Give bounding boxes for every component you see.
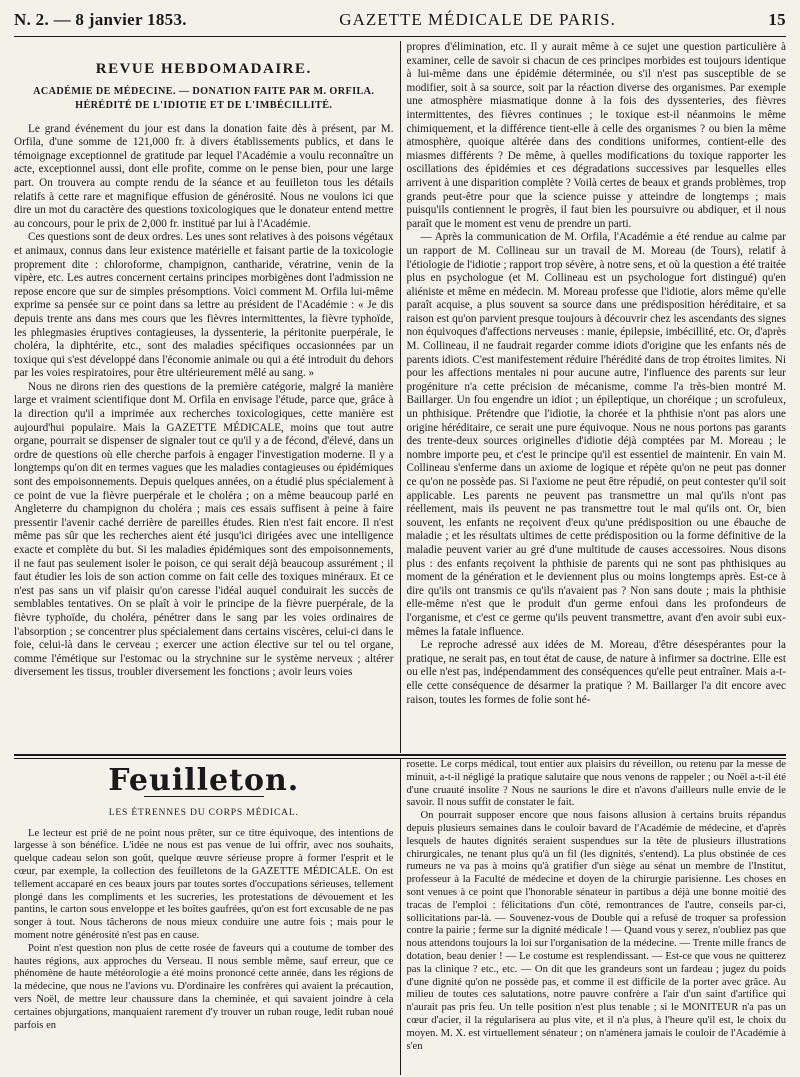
feuilleton-section	[14, 759, 786, 1075]
newspaper-page	[14, 10, 786, 1070]
feuilleton-paragraph: Le lecteur est prié de ne point nous prêter, sur ce titre équivoque, des intentions de largesse à son bénéfice. L'idée ne nous est pas venue de lui offrir, avec nos souhaits, quelque cadeau selon son goût, quelque œuvre sérieuse propre à former l'esprit et le cœur, par exemple, la collection des feuilletons de la GAZETTE MÉDICALE. On est tellement accaparé en ces beaux jours par toutes sortes d'occupations sérieuses, tellement plongé dans les compliments et les sucreries, les protestations de dévouement et les pantins, le carton sous enveloppe et les boîtes gaufrées, qu'on est fort excusable de ne pas songer à tout. Nous tâcherons de nous mieux conduire une autre fois ; mais pour le moment notre générosité n'est pas en cause.	[14, 827, 394, 941]
revue-paragraph: propres d'élimination, etc. Il y aurait même à ce sujet une question particulière à examiner, celle de savoir si chacun de ces principes morbides est toujours identique à lui-même dans une épidémie déterminée, ou s'il n'est pas susceptible de se modifier, soit à sa source, soit par la réaction diverse des organismes. Par exemple une atmosphère miasmatique donne à la fois des dyssenteries, des fièvres intermittentes, des fièvres continues ; le toxique est-il néanmoins le même chimiquement, et la différence tient-elle à celle des organismes ? ou bien la même atmosphère, quoique altérée dans des conditions uniformes, contient-elle des miasmes différents ? De même, à quelles modifications du toxique rapporter les oscillations des épidémies et ces dégradations successives par lesquelles elles arrivent à une disparition complète ? Voilà certes de beaux et grands problèmes, trop grands peut-être pour que la science puisse y atteindre de longtemps ; mais puisqu'ils contiennent le progrès, il faut bien les poursuivre ou abdiquer, et il nous paraît que le moment est venu de prendre un parti.	[406, 41, 786, 230]
revue-paragraph: Nous ne dirons rien des questions de la première catégorie, malgré la manière large et vraiment scientifique dont M. Orfila en envisage l'étude, parce que, grâce à la direction qu'il a imprimée aux recherches toxicologiques, cette manière est aujourd'hui populaire. Mais la GAZETTE MÉDICALE, moins que tout autre organe, pourrait se dispenser de signaler tout ce qu'il y a de fécond, d'élevé, dans un ordre de questions où elle cherche parfois à engager l'investigation moderne. Il y a longtemps qu'on dit en termes vagues que les maladies contagieuses ou épidémiques sont des empoisonnements. Depuis quelques années, on a étudié plus spécialement à ce point de vue la fièvre puerpérale et le choléra ; on a même beaucoup parlé en Angleterre du champignon du choléra ; mais ces essais suffisent à peine à faire pressentir l'avenir caché derrière de pareilles études. Rien n'est fait encore. Il n'est même pas sûr que les recherches aient été jusqu'ici dirigées avec une intelligence exacte et complète du but. Si les maladies épidémiques sont des empoisonnements, il ne faut pas seulement isoler le poison, ce qui serait déjà beaucoup assurément ; il faut étudier les lois de son action comme on fait celle des toxiques minéraux. Et ce n'est pas sans un vif plaisir qu'on caresse l'idéal auquel conduirait les succès de semblables tentatives. On se plaît à voir le principe de la fièvre puerpérale, de la fièvre typhoïde, du choléra, pénétrer dans le sang par les voies ordinaires de l'absorption ; se concentrer plus spécialement dans certains viscères, celui-ci dans le foie, celui-là dans le cerveau ; exercer une action élective sur tel ou tel organe, comme l'émétique sur l'estomac ou la strychnine sur le système nerveux ; altérer diversement les tissus, troubler diversement les fonctions ; avoir leurs voies	[14, 380, 394, 679]
revue-heading: REVUE HEBDOMADAIRE.	[95, 61, 312, 77]
feuilleton-subheading: LES ÉTRENNES DU CORPS MÉDICAL.	[108, 806, 299, 818]
feuilleton-paragraph: On pourrait supposer encore que nous faisons allusion à certains bruits répandus depuis plusieurs semaines dans le couloir bavard de l'Académie de médecine, et d'après lesquels de hautes dignités seraient suspendues sur la tête de plusieurs illustrations chirurgicales, ne tenant plus qu'à un fil (les dignités, s'entend). La plus obstinée de ces rumeurs ne va pas à moins qu'à gratifier d'un siège au sénat un membre de l'Institut, professeur à la Faculté de médecine et doyen de la chirurgie parisienne. Les choses en sont venues à ce point que l'honorable sénateur in partibus a déjà une bonne moitié des tracas de l'emploi : félicitations d'un côté, remontrances de l'autre, conseils par-ci, sollicitations par-là. — Souvenez-vous de Double qui a refusé de troquer sa profession contre la pairie ; ferme sur la dignité médicale ! — Quand vous y serez, n'oubliez pas que nous attendons toujours la loi sur l'organisation de la médecine. — Trente mille francs de dotation, beau denier ! — Le costume est resplendissant. — Est-ce que vous ne quitterez pas la clinique ? etc., etc. — On dit que les grandeurs sont un fardeau ; jugez du poids d'une dignité qu'on ne possède pas, et comme il est difficile de la porter avec grâce. Au milieu de toutes ces salutations, notre pauvre confrère a l'air d'un saint d'artifice qui n'aurait pas pris feu. Un telle position n'est plus tenable ; si le MONITEUR n'a pas un cœur d'acier, il la régularisera au plus vite, et il n'a plus, à l'heure qu'il est, le choix du moyen. M. X. est virtuellement sénateur ; on n'amènera jamais le couloir de l'Académie à s'en	[406, 810, 786, 1052]
revue-paragraph: Ces questions sont de deux ordres. Les unes sont relatives à des poisons végétaux et animaux, connus dans leur existence matérielle et faisant partie de la toxicologie proprement dite : chloroforme, champignon, cantharide, vératrine, venin de la vipère, etc. Les autres concernent certains principes morbigènes dont l'admission ne repose encore que sur de simples présomptions. Voici comment M. Orfila lui-même exprime sa pensée sur ce point dans sa lettre au président de l'Académie : « Je dis depuis trente ans dans mes cours que les fièvres intermittentes, la fièvre typhoïde, les phlegmasies éruptives contagieuses, la dyssenterie, la péritonite puerpérale, le choléra, la diphtérite, etc., sont des maladies spécifiques occasionnées par un toxique qui s'est développé dans l'économie animale ou qui a été introduit du dehors par les voies respiratoires, pour être ultérieurement mêlé au sang. »	[14, 231, 394, 380]
feuilleton-paragraph: rosette. Le corps médical, tout entier aux plaisirs du réveillon, ou retenu par la messe de minuit, a-t-il négligé la pratique salutaire que nous venons de rappeler ; ou Noël a-t-il été d'une cruauté insolite ? Nous ne saurions le dire et n'avons d'ailleurs nulle envie de le savoir. Il nous suffit de constater le fait.	[406, 759, 786, 809]
revue-subheading: ACADÉMIE DE MÉDECINE. — DONATION FAITE PAR M. ORFILA. HÉRÉDITÉ DE L'IDIOTIE ET DE L'IMBÉCILLITÉ.	[33, 85, 375, 111]
issue-date: N. 2. — 8 janvier 1853.	[14, 10, 187, 29]
page-number: 15	[768, 10, 786, 29]
revue-right-column	[400, 41, 787, 753]
revue-paragraph: Le grand événement du jour est dans la donation faite dès à présent, par M. Orfila, d'une somme de 121,000 fr. à divers établissements publics, et dans le témoignage exceptionnel de gratitude par lequel l'Académie a voulu reconnaître un acte, exceptionnel aussi, dont elle profite, comme on le pense bien, pour une large part. On trouvera au compte rendu de la séance et au feuilleton tous les détails relatifs à cette rare et magnifique effusion de générosité. Nous ne voulons ici que dire un mot du caractère des questions toxicologiques que le donateur entend mettre au concours, pour le prix de 2,000 fr. institué par lui à l'Académie.	[14, 122, 394, 230]
revue-paragraph: — Après la communication de M. Orfila, l'Académie a été rendue au calme par un rapport de M. Collineau sur un travail de M. Moreau (de Tours), relatif à l'étiologie de l'idiotie ; rapport trop sévère, à notre sens, et où la question a été traitée plus en psychologue (et M. Collineau est un psychologue fort distingué) qu'en aliéniste et même en médecin. M. Moreau professe que l'idiotie, alors même qu'elle paraît acquise, a plus souvent sa source dans une prédisposition héréditaire, et sa raison est qu'on parvient presque toujours à découvrir chez les ascendants des signes non équivoques d'affections nerveuses : manie, épilepsie, imbécillité, etc. Or, d'après M. Collineau, il ne faudrait regarder comme idiots d'origine que les enfants nés de parents idiots. C'est manifestement réduire l'hérédité dans de trop étroites limites. Ni pour les affections mentales ni pour aucune autre, l'influence des parents sur leur progéniture n'a cette précision de mécanisme, comme l'a très-bien montré M. Baillarger. Un fou engendre un idiot ; un épileptique, un choréique ; un scrofuleux, un phthisique. Prétendre que l'idiotie, la chorée et la phthisie n'ont pas alors une origine héréditaire, ce serait une pure équivoque. Nous ne nous portons pas garants des trente-deux sources originelles d'idiotie déjà comptées par M. Moreau ; le nombre importe peu, et c'est le principe qu'il est essentiel de maintenir. En vain M. Collineau s'enferme dans un axiome de logique et répète qu'on ne peut pas donner ce qu'on ne possède pas. Si l'axiome ne peut être répudié, on peut contester qu'il soit applicable. Les parents ne peuvent pas transmettre un mal qu'ils n'ont pas réellement, mais ils peuvent ne pas transmettre tout le mal qu'ils ont. Or, bien souvent, les enfants ne reçoivent d'eux qu'une prédisposition ou une ébauche de maladie ; et les résultats ultimes de cette prédisposition ou la forme définitive de la maladie peuvent varier au gré d'une multitude de causes accessoires. Nous disons plus : des enfants reçoivent la phthisie de parents qui ne sont pas phthisiques au moment de la génération et le deviennent plus ou moins longtemps après. Est-ce à dire qu'ils ont transmis ce qu'ils n'avaient pas ? Non sans doute ; mais la phthisie elle-même n'est que le produit d'un germe enfoui dans les profondeurs de l'organisme, et c'est ce germe qu'ils peuvent transmettre, avant d'en avoir subi eux-mêmes la fatale influence.	[406, 231, 786, 638]
newspaper-title: GAZETTE MÉDICALE DE PARIS.	[339, 10, 616, 29]
feuilleton-paragraph: Point n'est question non plus de cette rosée de faveurs qui a coutume de tomber des hautes régions, aux approches du Verseau. Il nous semble même, sauf erreur, que ce phénomène de haute météorologie a été moins prononcé cette année, dans les régions de la médecine, que nous ne l'avions vu. D'ordinaire les confrères qui avaient la précaution, vers Noël, de mettre leur chaussure dans la cheminée, et qui savaient joindre à cela certaines objurgations, manquaient rarement d'y trouver un ruban rouge, ledit ruban noué parfois en	[14, 942, 394, 1031]
masthead	[14, 10, 786, 34]
revue-section	[14, 41, 786, 753]
feuilleton-left-column	[14, 759, 400, 1075]
revue-left-column	[14, 41, 400, 753]
feuilleton-right-column	[400, 759, 787, 1075]
feuilleton-heading: Feuilleton.	[108, 763, 300, 798]
masthead-rule	[14, 36, 786, 37]
revue-paragraph: Le reproche adressé aux idées de M. Moreau, d'être désespérantes pour la pratique, ne serait pas, en tout état de cause, de nature à infirmer sa doctrine. Elle est ou elle n'est pas, indépendamment des conséquences qu'elle peut entraîner. Mais a-t-elle cette conséquence de désarmer la pratique ? M. Baillarger l'a dit encore avec raison, toutes les formes de folie sont hé-	[406, 639, 786, 706]
